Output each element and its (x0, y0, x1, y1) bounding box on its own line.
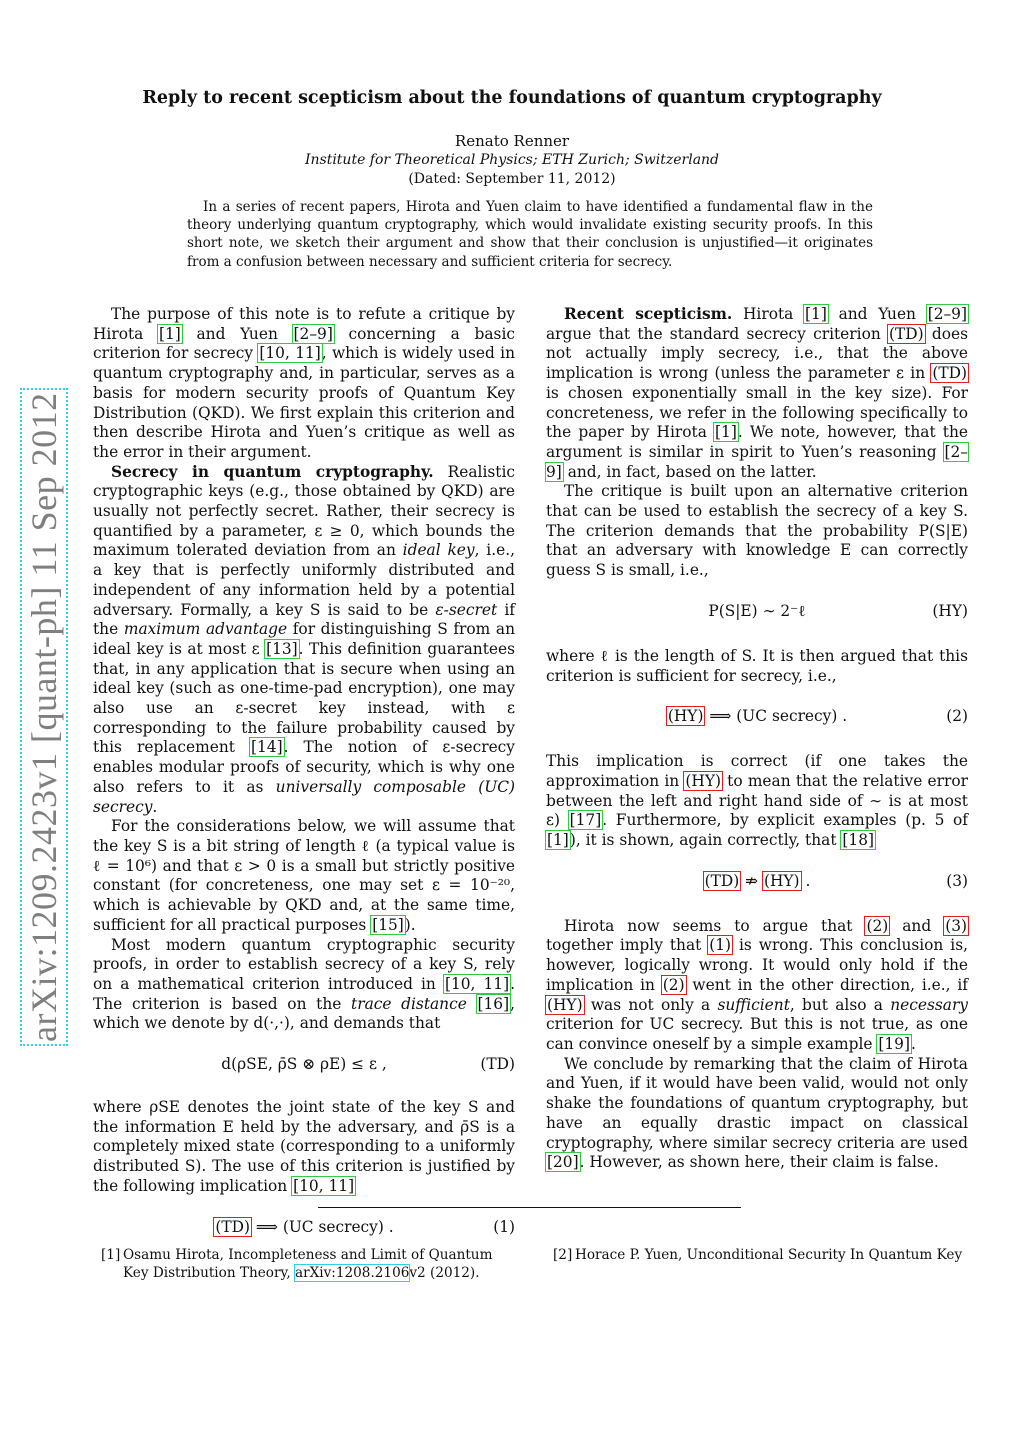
citation-link[interactable]: [2–9] (927, 305, 967, 323)
reference-2: [2] Horace P. Yuen, Unconditional Security In Quantum Key (553, 1247, 963, 1263)
equation-3 (546, 858, 968, 910)
citation-link[interactable]: [10, 11] (259, 344, 321, 363)
equation-tag: (3) (946, 871, 968, 890)
paper-title: Reply to recent scepticism about the foundations of quantum cryptography (142, 88, 882, 108)
secrecy-paragraph: Secrecy in quantum cryptography. Realistic cryptographic keys (e.g., those obtained by QKD) are usually not perfectly secret. Rather, their secrecy is quantified by a parameter, ε ≥ 0, which bounds the maximum tolerated deviation from an ideal key, i.e., a key that is perfectly uniformly distributed and independent of any information held by a potential adversary. Formally, a key S is said to be ε-secret if the maximum advantage for distinguishing S from an ideal key is at most ε [13]. This definition guarantees that, in any application that is secure when using an ideal key (such as one-time-pad encryption), one may also use an ε-secret key instead, with ε corresponding to the failure probability caused by this replacement [14]. The notion of ε-secrecy enables modular proofs of security, which is why one also refers to it as universally composable (UC) secrecy. (93, 462, 516, 816)
citation-link[interactable]: [17] (569, 811, 602, 830)
equation-ref-link[interactable]: (TD) (932, 364, 967, 383)
equation-tag: (1) (493, 1217, 515, 1236)
citation-link[interactable]: [1] (805, 305, 827, 323)
citation-link[interactable]: [1] (715, 423, 737, 442)
equation-tag: (TD) (480, 1055, 515, 1074)
citation-link[interactable]: [20] (547, 1153, 579, 1172)
equation-body: (TD) ⟹ (UC secrecy) . (215, 1217, 394, 1236)
equation-td (93, 1041, 515, 1091)
where-paragraph: where ρSE denotes the joint state of the key S and the information E held by the adversary, and ρ̄S is a completely mixed state (corresponding to a uniformly distributed S). The use of this criterion is justified by the following implication [10, 11] (93, 1098, 515, 1195)
section-heading: Recent scepticism. (564, 305, 733, 323)
citation-link[interactable]: [1] (547, 831, 569, 850)
citation-link[interactable]: [2–9] (546, 442, 968, 481)
equation-body: (HY) ⟹ (UC secrecy) . (667, 707, 848, 726)
citation-link[interactable]: [2–9] (293, 324, 333, 343)
citation-link[interactable]: [15] (372, 915, 404, 934)
citation-link[interactable]: [14] (250, 738, 283, 757)
equation-ref-link[interactable]: (3) (945, 916, 967, 935)
critique-paragraph: The critique is built upon an alternative criterion that can be used to establish the secrecy of a key S. The criterion demands that the probability P(S|E) that an adversary with knowledge E can correctly guess S is small, i.e., (546, 482, 968, 580)
citation-link[interactable]: [18] (842, 831, 875, 850)
equation-ref-link[interactable]: (TD) (889, 324, 924, 343)
equation-ref-link[interactable]: (HY) (685, 771, 721, 790)
citation-link[interactable]: [1] (159, 324, 181, 343)
equation-ref-link[interactable]: (HY) (763, 871, 800, 890)
length-paragraph: where ℓ is the length of S. It is then argued that this criterion is sufficient for secrecy, i.e., (546, 646, 968, 685)
equation-tag: (HY) (932, 601, 968, 620)
equation-ref-link[interactable]: (TD) (704, 871, 740, 890)
left-column (93, 305, 515, 1261)
footnote-divider (318, 1207, 741, 1208)
citation-link[interactable]: [10, 11] (293, 1176, 355, 1195)
equation-2 (546, 693, 968, 745)
abstract: In a series of recent papers, Hirota and Yuen claim to have identified a fundamental flaw in the theory underlying quantum cryptography, which would invalidate existing security proofs. In this short note, we sketch their argument and show that their conclusion is unjustified—it originates from a confusion between necessary and sufficient criteria for secrecy. (187, 199, 873, 270)
equation-ref-link[interactable]: (2) (662, 975, 685, 994)
equation-body: P(S|E) ∼ 2⁻ℓ (708, 601, 806, 620)
assumption-paragraph: For the considerations below, we will assume that the key S is a bit string of length ℓ (a typical value is ℓ = 10⁶) and that ε > 0 is a small but strictly positive constant (for concreteness, one may set ε = 10⁻²⁰, which is achievable by QKD and, at the same time, sufficient for all practical purposes [15]). (93, 817, 515, 934)
section-heading: Secrecy in quantum cryptography. (111, 462, 434, 481)
equation-ref-link[interactable]: (TD) (215, 1217, 250, 1236)
citation-link[interactable]: [19] (878, 1034, 910, 1053)
citation-link[interactable]: [13] (266, 639, 298, 658)
intro-paragraph: The purpose of this note is to refute a critique by Hirota [1] and Yuen [2–9] concerning a basic criterion for secrecy [10, 11], which is widely used in quantum cryptography and, in particular, serves as a basis for modern security proofs of Quantum Key Distribution (QKD). We first explain this criterion and then describe Hirota and Yuen’s critique as well as the error in their argument. (93, 305, 515, 461)
right-column (546, 305, 968, 1173)
citation-link[interactable]: [10, 11] (444, 974, 510, 993)
equation-tag: (2) (946, 707, 968, 726)
equation-ref-link[interactable]: (2) (866, 916, 889, 935)
criterion-paragraph: Most modern quantum cryptographic security proofs, in order to establish secrecy of a key S, rely on a mathematical criterion introduced in [10, 11]. The criterion is based on the trace distance [16], which we denote by d(·,·), and demands that (93, 935, 516, 1033)
argument-paragraph: Hirota now seems to argue that (2) and (3) together imply that (1) is wrong. This conclusion is, however, logically wrong. It would only hold if the implication in (2) went in the other direction, i.e., if (HY) was not only a sufficient, but also a necessary criterion for UC secrecy. But this is not true, as one can convince oneself by a simple example [19]. (546, 916, 969, 1053)
date-line: (Dated: September 11, 2012) (408, 171, 616, 187)
equation-body: (TD) ⇏ (HY) . (704, 871, 811, 890)
conclusion-paragraph: We conclude by remarking that the claim of Hirota and Yuen, if it would have been valid, would not only shake the foundations of quantum cryptography, but have an equally drastic impact on classical cryptography, where similar secrecy criteria are used [20]. However, as shown here, their claim is false. (546, 1054, 968, 1172)
equation-hy (546, 588, 968, 640)
equation-ref-link[interactable]: (1) (709, 936, 732, 955)
equation-ref-link[interactable]: (HY) (667, 707, 704, 726)
citation-link[interactable]: [16] (477, 994, 510, 1013)
equation-body: d(ρSE, ρ̄S ⊗ ρE) ≤ ε , (221, 1055, 387, 1074)
implication-paragraph: This implication is correct (if one takes the approximation in (HY) to mean that the relative error between the left and right hand side of ∼ is at most ε) [17]. Furthermore, by explicit examples (p. 5 of [1]), it is shown, again correctly, that [18] (546, 752, 969, 850)
scepticism-paragraph: Recent scepticism. Hirota [1] and Yuen [2–9] argue that the standard secrecy criterion (TD) does not actually imply secrecy, i.e., that the above implication is wrong (unless the parameter ε in (TD) is chosen exponentially small in the key size). For concreteness, we refer in the following specifically to the paper by Hirota [1]. We note, however, that the argument is similar in spirit to Yuen’s reasoning [2–9] and, in fact, based on the latter. (546, 305, 968, 481)
author-name: Renato Renner (454, 132, 570, 150)
equation-ref-link[interactable]: (HY) (547, 995, 583, 1014)
author-affiliation: Institute for Theoretical Physics; ETH Zurich; Switzerland (304, 152, 720, 168)
reference-1: [1] Osamu Hirota, Incompleteness and Limit of Quantum Key Distribution Theory, arXiv:1208.2106v2 (2012). (101, 1247, 493, 1281)
arxiv-url-link[interactable]: arXiv:1208.2106 (294, 1265, 410, 1281)
arxiv-identifier[interactable]: arXiv:1209.2423v1 [quant-ph] 11 Sep 2012 (24, 392, 64, 1042)
